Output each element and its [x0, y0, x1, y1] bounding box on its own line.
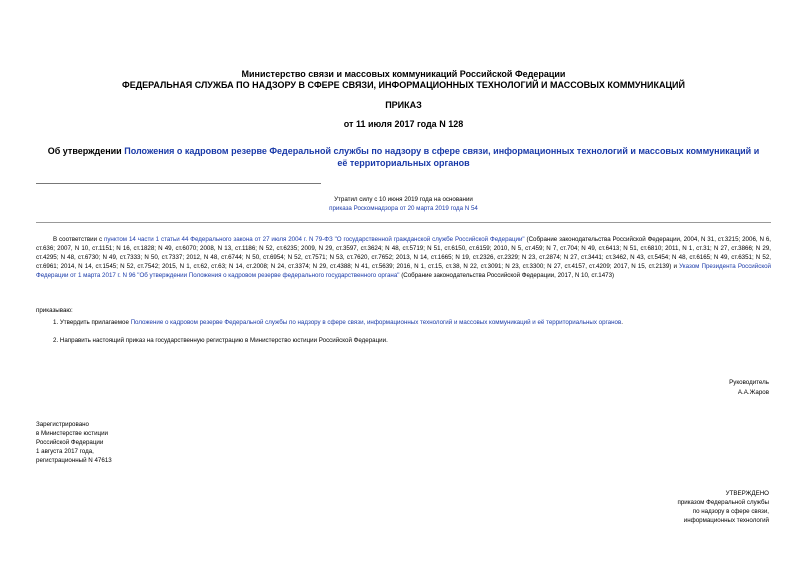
- item-1-suffix: .: [621, 319, 623, 326]
- title-link[interactable]: Положения о кадровом резерве Федеральной службы по надзору в сфере связи, информационных технологий и массовых коммуникаций и её территориальных органов: [124, 146, 760, 168]
- registration-line: регистрационный N 47613: [36, 457, 112, 464]
- registration-line: Российской Федерации: [36, 439, 104, 446]
- registration-line: в Министерстве юстиции: [36, 430, 109, 437]
- preamble-part2: (Собрание законодательства Российской Федерации, 2004, N 31, ст.3215; 2006, N 6, ст.636; 2007, N 10, ст.1151; N 16, ст.1828; N 49, ст.6070; 2008, N 13, ст.1186; N 52, ст.6235; 2009, N 29, ст.3597, ст.3624; N 48, ст.5719; N 51, ст.6150, ст.6159; 2010, N 5, ст.459; N 7, ст.704; N 49, ст.6413; N 51, ст.6810; 2011, N 1, ст.31; N 27, ст.3866; N 29, ст.4295; N 48, ст.6730; N 49, ст.7333; N 50, ст.7337; 2012, N 48, ст.6744; N 50, ст.6954; N 52, ст.7571; N 53, ст.7620, ст.7652; 2013, N 14, ст.1665; N 19, ст.2326, ст.2329; N 23, ст.2874; N 27, ст.3441; ст.3462, N 43, ст.5454; N 48, ст.6165; N 49, ст.6351; N 52, ст.6961; 2014, N 14, ст.1545; N 52, ст.7542; 2015, N 1, ст.62, ст.63; N 14, ст.2008; N 24, ст.3374; N 29, ст.4388; N 41, ст.5639; 2016, N 1, ст.15, ст.38, N 22, ст.3091; N 23, ст.3300; N 27, ст.4157, ст.4209; 2017, N 15, ст.2139) и: [36, 236, 771, 270]
- note-divider: [36, 222, 771, 223]
- ministry-name: Министерство связи и массовых коммуникаций Российской Федерации: [241, 69, 566, 79]
- lost-force-text: Утратил силу с 10 июня 2019 года на основании: [334, 196, 473, 203]
- title-prefix: Об утверждении: [47, 146, 125, 156]
- item-1: [53, 318, 771, 327]
- lost-force-note: [0, 195, 807, 213]
- doc-type: ПРИКАЗ: [385, 100, 422, 110]
- registration-block: [36, 420, 112, 465]
- approval-line: УТВЕРЖДЕНО: [725, 490, 769, 497]
- approval-line: по надзору в сфере связи,: [692, 508, 769, 515]
- title-divider: [36, 183, 321, 184]
- signature-name: А.А.Жаров: [737, 389, 769, 396]
- decree-96-link[interactable]: Указом Президента Российской Федерации от 1 марта 2017 г. N 96 "Об утверждении Положения о кадровом резерве федерального государственного органа": [36, 263, 771, 279]
- registration-line: Зарегистрировано: [36, 421, 89, 428]
- signature-position: Руководитель: [729, 379, 769, 386]
- lost-force-link[interactable]: приказа Роскомнадзора от 20 марта 2019 года N 54: [329, 205, 478, 212]
- doc-title: [45, 145, 762, 169]
- approval-line: информационных технологий: [683, 517, 769, 524]
- registration-line: 1 августа 2017 года,: [36, 448, 94, 455]
- preamble: [36, 235, 771, 280]
- regulation-link[interactable]: Положение о кадровом резерве Федеральной службы по надзору в сфере связи, информационных технологий и массовых коммуникаций и её территориальных органов: [130, 319, 622, 326]
- approval-line: приказом Федеральной службы: [677, 499, 769, 506]
- item-1-prefix: 1. Утвердить прилагаемое: [53, 319, 131, 326]
- order-word: приказываю:: [36, 307, 73, 314]
- item-2: 2. Направить настоящий приказ на государственную регистрацию в Министерство юстиции Российской Федерации.: [53, 337, 388, 344]
- law-79fz-link[interactable]: пунктом 14 части 1 статьи 44 Федерального закона от 27 июля 2004 г. N 79-ФЗ "О государственной гражданской службе Российской Федерации": [103, 236, 525, 243]
- preamble-part1: В соответствии с: [53, 236, 104, 243]
- service-name: ФЕДЕРАЛЬНАЯ СЛУЖБА ПО НАДЗОРУ В СФЕРЕ СВЯЗИ, ИНФОРМАЦИОННЫХ ТЕХНОЛОГИЙ И МАССОВЫХ КОММУНИКАЦИЙ: [122, 80, 685, 90]
- doc-date-number: от 11 июля 2017 года N 128: [343, 119, 464, 129]
- approval-block: [677, 489, 769, 525]
- preamble-part3: (Собрание законодательства Российской Федерации, 2017, N 10, ст.1473): [399, 272, 615, 279]
